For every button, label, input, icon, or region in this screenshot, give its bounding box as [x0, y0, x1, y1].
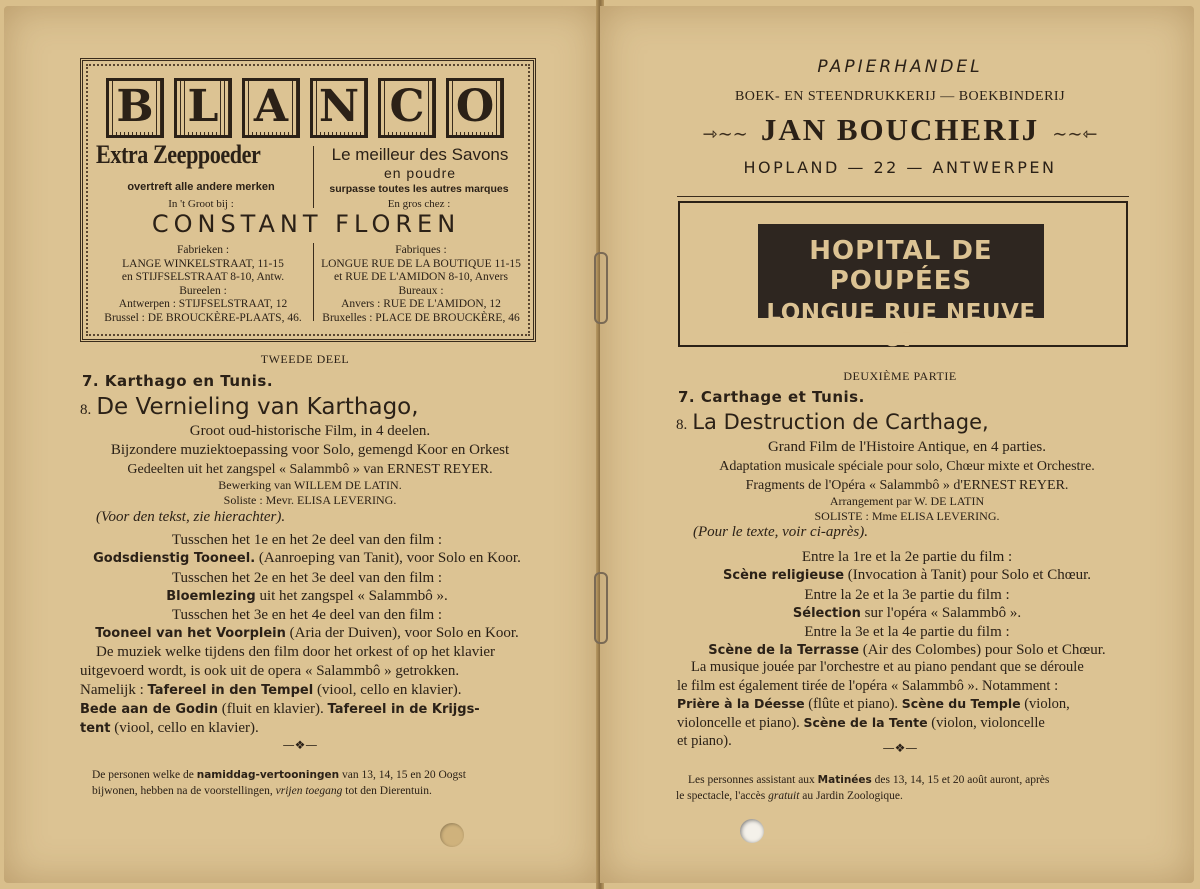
right-footnote-bold: Matinées [817, 774, 872, 786]
left-para-text: Namelijk : [80, 682, 148, 698]
left-desc-line: Gedeelten uit het zangspel « Salammbô » van ERNEST REYER. [127, 462, 493, 477]
logo-letter: A [242, 78, 300, 138]
left-footnote-line [92, 783, 542, 799]
right-header-2: BOEK- EN STEENDRUKKERIJ — BOEKBINDERIJ [734, 89, 1066, 104]
left-para-line [80, 681, 535, 700]
ad-where-nl: In 't Groot bij : [168, 198, 234, 210]
left-part-heading: TWEEDE DEEL [260, 352, 350, 366]
left-interlude-2-desc: uit het zangspel « Salammbô ». [255, 587, 448, 604]
left-para-piece: Bede aan de Godin [80, 702, 218, 717]
ad-claim-nl: overtreft alle andere merken [127, 181, 275, 193]
left-footnote-text: tot den Dierentuin. [342, 785, 432, 797]
left-item-8-title: De Vernieling van Karthago, [96, 394, 419, 420]
right-part-heading: DEUXIÈME PARTIE [843, 369, 957, 383]
left-punch-hole [440, 823, 464, 847]
left-para-piece: Tafereel in de Krijgs- [327, 702, 480, 717]
left-item-7: 7. Karthago en Tunis. [82, 372, 274, 390]
right-music-paragraph [677, 658, 1132, 751]
right-footnote-line [676, 788, 1138, 804]
right-footnote-italic: gratuit [768, 790, 800, 802]
left-interlude-1-desc: (Aanroeping van Tanit), voor Solo en Koor. [255, 550, 521, 567]
ad-fr-line: Bruxelles : PLACE DE BROUCKÈRE, 46 [322, 311, 520, 324]
left-footnote [92, 767, 542, 799]
ad-product-fr-2: en poudre [383, 165, 457, 181]
left-footnote-text: van 13, 14, 15 en 20 Oogst [339, 769, 466, 781]
ad-nl-line: Bureelen : [179, 284, 227, 297]
ad-company: CONSTANT FLOREN [151, 210, 461, 238]
right-para-text: (violon, violoncelle [927, 714, 1045, 731]
right-header-1: PAPIERHANDEL [817, 57, 983, 77]
right-item-7: 7. Carthage et Tunis. [678, 388, 865, 406]
left-para-piece: tent [80, 721, 111, 736]
ad-claim-fr: surpasse toutes les autres marques [329, 183, 509, 195]
right-para-line [677, 714, 1132, 733]
right-para-piece: Scène du Temple [901, 696, 1021, 711]
doll-hospital-line-2: LONGUE RUE NEUVE 87 [766, 300, 1036, 352]
logo-letter: N [310, 78, 368, 138]
right-item-8-title: La Destruction de Carthage, [692, 410, 989, 434]
right-footnote-text: des 13, 14, 15 et 20 août auront, après [871, 774, 1050, 786]
right-description [668, 438, 1146, 495]
left-desc-line: Bijzondere muziektoepassing voor Solo, gemengd Koor en Orkest [110, 442, 510, 458]
right-credits [668, 494, 1146, 524]
right-footnote-text: au Jardin Zoologique. [799, 790, 903, 802]
right-interval-2: Entre la 2e et la 3e partie du film : [804, 586, 1010, 603]
ad-fr-line: Fabriques : [395, 244, 447, 256]
left-interlude-3-desc: (Aria der Duiven), voor Solo en Koor. [285, 625, 519, 642]
left-para-text: (viool, cello en klavier). [313, 682, 462, 698]
right-interlude-1 [668, 566, 1146, 585]
ad-fr-addresses [314, 244, 528, 325]
right-para-line: et piano). [677, 733, 732, 749]
right-interlude-3-title: Scène de la Terrasse [708, 643, 860, 659]
right-interval-3: Entre la 3e et la 4e partie du film : [804, 624, 1010, 641]
left-para-text: (viool, cello en klavier). [110, 720, 259, 736]
lower-staple [594, 572, 608, 644]
right-interval-1: Entre la 1re et la 2e partie du film : [801, 549, 1013, 565]
ad-nl-line: Brussel : DE BROUCKÈRE-PLAATS, 46. [104, 311, 302, 324]
left-footnote-text: bijwonen, hebben na de voorstellingen, [92, 785, 276, 797]
left-interlude-3 [76, 624, 538, 643]
left-interval-2: Tusschen het 2e en het 3e deel van den film : [171, 569, 443, 586]
right-interlude-2-desc: sur l'opéra « Salammbô ». [860, 604, 1022, 621]
left-credit-line: Bewerking van WILLEM DE LATIN. [218, 478, 402, 492]
ad-nl-line: LANGE WINKELSTRAAT, 11-15 [122, 257, 284, 270]
blanco-logo [100, 78, 510, 140]
left-interlude-1 [76, 549, 538, 568]
left-desc-line: Groot oud-historische Film, in 4 deelen. [189, 423, 431, 439]
upper-staple [594, 252, 608, 324]
logo-letter: C [378, 78, 436, 138]
right-ornament-icon: —❖— [882, 741, 918, 755]
logo-letter: B [106, 78, 164, 138]
ad-fr-line: LONGUE RUE DE LA BOUTIQUE 11-15 [321, 257, 521, 270]
right-desc-line: Grand Film de l'Histoire Antique, en 4 parties. [767, 439, 1047, 455]
left-interludes [76, 531, 538, 644]
right-interlude-2 [668, 604, 1146, 623]
doll-hospital-line-1: HOPITAL DE POUPÉES [809, 236, 993, 296]
right-footnote-text: le spectacle, l'accès [676, 790, 769, 802]
left-footnote-text: De personen welke de [92, 769, 197, 781]
right-header-3: JAN BOUCHERIJ [760, 112, 1040, 147]
left-para-line [80, 719, 535, 738]
right-footnote-text: Les personnes assistant aux [688, 774, 818, 786]
right-credit-line: SOLISTE : Mme ELISA LEVERING. [814, 509, 1000, 523]
left-item-8-number: 8. [80, 402, 92, 418]
ad-fr-line: Anvers : RUE DE L'AMIDON, 12 [341, 298, 501, 310]
right-interlude-1-title: Scène religieuse [723, 568, 845, 584]
ad-product-fr: Le meilleur des Savons [331, 145, 509, 164]
left-music-paragraph [80, 643, 535, 738]
left-footnote-bold: namiddag-vertooningen [196, 769, 340, 781]
right-header-rule [677, 196, 1129, 197]
logo-letter: O [446, 78, 504, 138]
right-footnote [676, 772, 1138, 804]
left-interval-1: Tusschen het 1e en het 2e deel van den film : [171, 532, 443, 548]
left-text-reference: (Voor den tekst, zie hierachter). [96, 509, 286, 525]
ad-where-fr: En gros chez : [387, 198, 451, 210]
right-item-8 [676, 410, 1176, 434]
left-item-8 [80, 394, 580, 420]
right-credit-line: Arrangement par W. DE LATIN [829, 494, 985, 508]
doll-hospital-sign [758, 224, 1044, 352]
left-interval-3: Tusschen het 3e en het 4e deel van den film : [171, 607, 443, 624]
ad-product-nl: Extra Zeeppoeder [96, 140, 261, 169]
right-para-text: (violon, [1020, 696, 1070, 712]
left-para-piece: Tafereel in den Tempel [147, 683, 314, 698]
ad-fr-line: Bureaux : [398, 284, 444, 297]
right-para-line: le film est également tirée de l'opéra « Salammbô ». Notamment : [677, 677, 1059, 694]
right-para-piece: Scène de la Tente [803, 714, 928, 730]
left-footnote-italic: vrijen toegang [275, 785, 343, 797]
right-header-4: HOPLAND — 22 — ANTWERPEN [743, 158, 1057, 177]
left-para-line [80, 700, 535, 719]
right-interludes [668, 548, 1146, 661]
left-para-line: uitgevoerd wordt, is ook uit de opera « Salammbô » getrokken. [80, 663, 460, 679]
ad-fr-line: et RUE DE L'AMIDON 8-10, Anvers [334, 271, 508, 283]
left-ornament-icon: —❖— [282, 738, 318, 752]
left-interlude-1-title: Godsdienstig Tooneel. [93, 551, 256, 567]
right-flourish-icon: ∼∼⇽ [1052, 124, 1098, 145]
right-para-line [677, 695, 1132, 714]
right-interlude-1-desc: (Invocation à Tanit) pour Solo et Chœur. [844, 567, 1091, 584]
right-interlude-3-desc: (Air des Colombes) pour Solo et Chœur. [859, 642, 1106, 659]
right-punch-hole [740, 819, 764, 843]
right-header-3-row [600, 112, 1200, 148]
left-footnote-line [92, 767, 542, 783]
left-credits [80, 478, 540, 508]
left-interlude-2-title: Bloemlezing [166, 588, 256, 604]
left-credit-line: Soliste : Mevr. ELISA LEVERING. [223, 493, 397, 507]
left-interlude-2 [76, 587, 538, 606]
right-interlude-2-title: Sélection [792, 605, 861, 621]
logo-letter: L [174, 78, 232, 138]
ad-nl-line: en STIJFSELSTRAAT 8-10, Antw. [121, 271, 285, 283]
right-para-text: (flûte et piano). [804, 696, 902, 712]
left-para-line: De muziek welke tijdens den film door het orkest of op het klavier [96, 644, 496, 660]
left-flourish-icon: ⇾∼∼ [702, 124, 748, 145]
right-text-reference: (Pour le texte, voir ci-après). [693, 524, 868, 540]
left-interlude-3-title: Tooneel van het Voorplein [95, 626, 286, 642]
right-desc-line: Adaptation musicale spéciale pour solo, Chœur mixte et Orchestre. [719, 459, 1095, 474]
ad-nl-line: Antwerpen : STIJFSELSTRAAT, 12 [118, 298, 288, 310]
right-desc-line: Fragments de l'Opéra « Salammbô » d'ERNEST REYER. [745, 478, 1069, 493]
left-para-text: (fluit en klavier). [217, 701, 328, 717]
right-para-piece: Prière à la Déesse [677, 696, 805, 711]
right-footnote-line [688, 772, 1138, 788]
right-para-text: violoncelle et piano). [677, 714, 804, 731]
right-item-8-number: 8. [676, 417, 688, 433]
ad-nl-addresses [92, 244, 314, 325]
left-description [80, 422, 540, 479]
right-para-line: La musique jouée par l'orchestre et au piano pendant que se déroule [691, 659, 1084, 675]
ad-nl-line: Fabrieken : [176, 244, 230, 256]
